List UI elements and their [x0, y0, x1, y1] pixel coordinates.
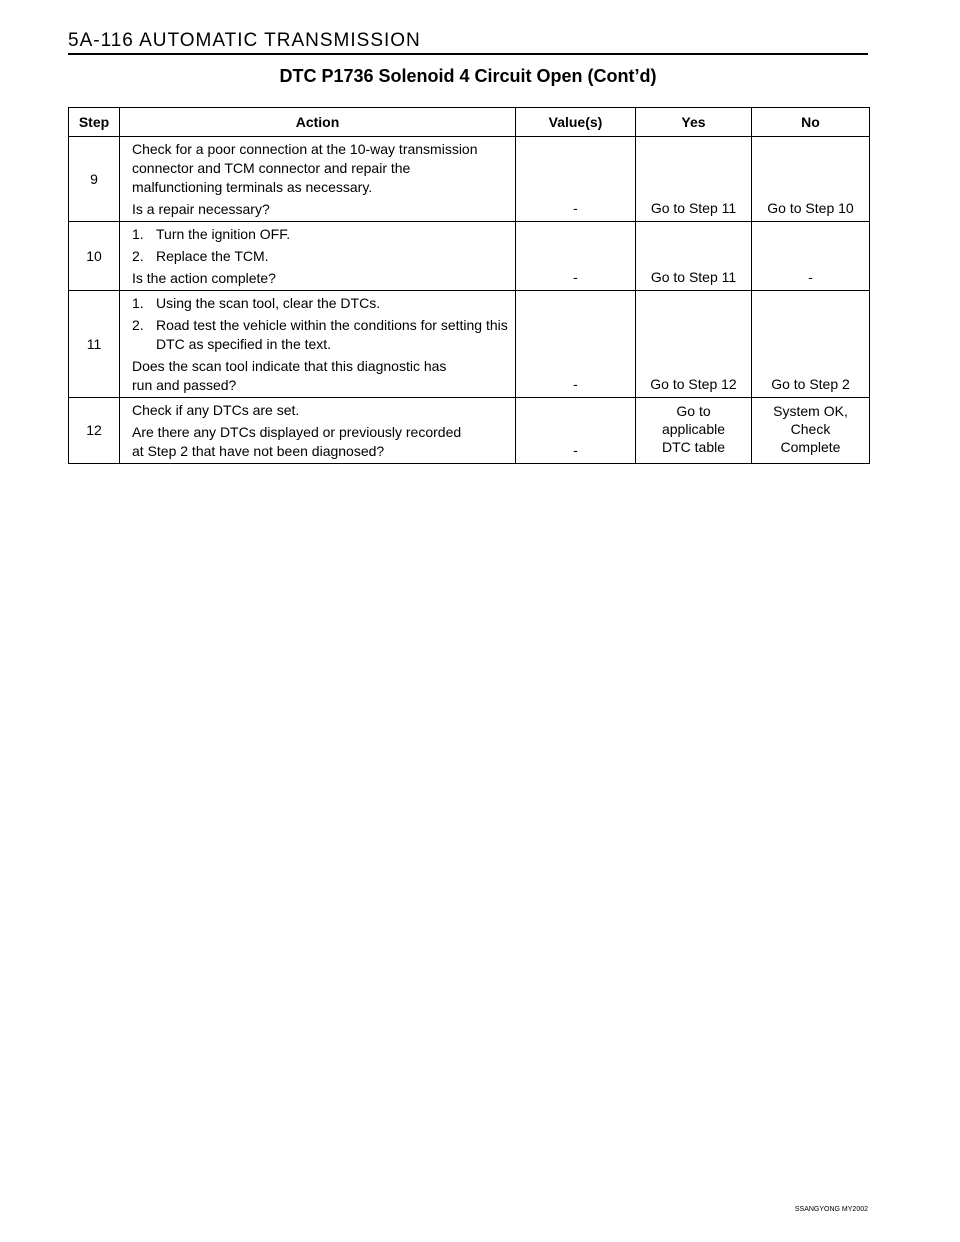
action-item-text: Turn the ignition OFF. [156, 226, 291, 242]
table-row [69, 398, 870, 464]
yes-cell: Go to Step 11 [636, 222, 752, 291]
action-cell [120, 291, 516, 398]
action-item-text: Replace the TCM. [156, 248, 269, 264]
table-header-row [69, 108, 870, 137]
action-line: connector and TCM connector and repair the [132, 160, 411, 176]
value-cell: - [516, 137, 636, 222]
no-line: Check [790, 421, 831, 437]
column-header-yes: Yes [636, 108, 752, 137]
action-cell [120, 398, 516, 464]
step-number: 9 [69, 137, 120, 222]
table-row [69, 291, 870, 398]
table-row [69, 137, 870, 222]
step-number: 11 [69, 291, 120, 398]
footer-brand: SSANGYONG MY2002 [794, 1206, 868, 1213]
no-cell: Go to Step 10 [752, 137, 870, 222]
action-item-text: Using the scan tool, clear the DTCs. [156, 295, 381, 311]
table-row [69, 222, 870, 291]
action-item [132, 247, 509, 266]
page-title: DTC P1736 Solenoid 4 Circuit Open (Cont’d) [279, 66, 657, 86]
yes-line: Go to [676, 403, 711, 419]
column-header-no: No [752, 108, 870, 137]
action-question: run and passed? [132, 377, 237, 393]
value-cell: - [516, 291, 636, 398]
column-header-values: Value(s) [516, 108, 636, 137]
no-line: Complete [780, 439, 841, 455]
yes-cell: Go to Step 12 [636, 291, 752, 398]
action-item-number: 2. [132, 317, 144, 333]
column-header-step: Step [69, 108, 120, 137]
yes-cell: Go to Step 11 [636, 137, 752, 222]
action-item-text: Road test the vehicle within the conditions for setting this DTC as specified in the text. [156, 317, 508, 352]
action-question: at Step 2 that have not been diagnosed? [132, 443, 385, 459]
yes-line: applicable [661, 421, 726, 437]
column-header-action: Action [120, 108, 516, 137]
yes-cell [636, 398, 752, 464]
action-question: Are there any DTCs displayed or previously recorded [132, 424, 462, 440]
value-cell: - [516, 222, 636, 291]
value-cell: - [516, 398, 636, 464]
action-cell [120, 137, 516, 222]
action-question: Is a repair necessary? [132, 201, 270, 217]
action-item-number: 1. [132, 226, 144, 242]
no-cell: Go to Step 2 [752, 291, 870, 398]
action-item-number: 1. [132, 295, 144, 311]
action-line: malfunctioning terminals as necessary. [132, 179, 373, 195]
action-question: Does the scan tool indicate that this diagnostic has [132, 358, 447, 374]
header-rule [68, 53, 868, 55]
action-item [132, 316, 509, 354]
diagnostic-table [68, 107, 870, 464]
step-number: 10 [69, 222, 120, 291]
no-line: System OK, [773, 403, 848, 419]
action-item-number: 2. [132, 248, 144, 264]
action-question: Is the action complete? [132, 270, 276, 286]
action-item [132, 225, 509, 244]
action-line: Check if any DTCs are set. [132, 402, 300, 418]
running-header: 5A-116 AUTOMATIC TRANSMISSION [68, 30, 421, 51]
action-item [132, 294, 509, 313]
action-cell [120, 222, 516, 291]
action-line: Check for a poor connection at the 10-way transmission [132, 141, 478, 157]
step-number: 12 [69, 398, 120, 464]
no-cell [752, 398, 870, 464]
yes-line: DTC table [661, 439, 726, 455]
no-cell: - [752, 222, 870, 291]
